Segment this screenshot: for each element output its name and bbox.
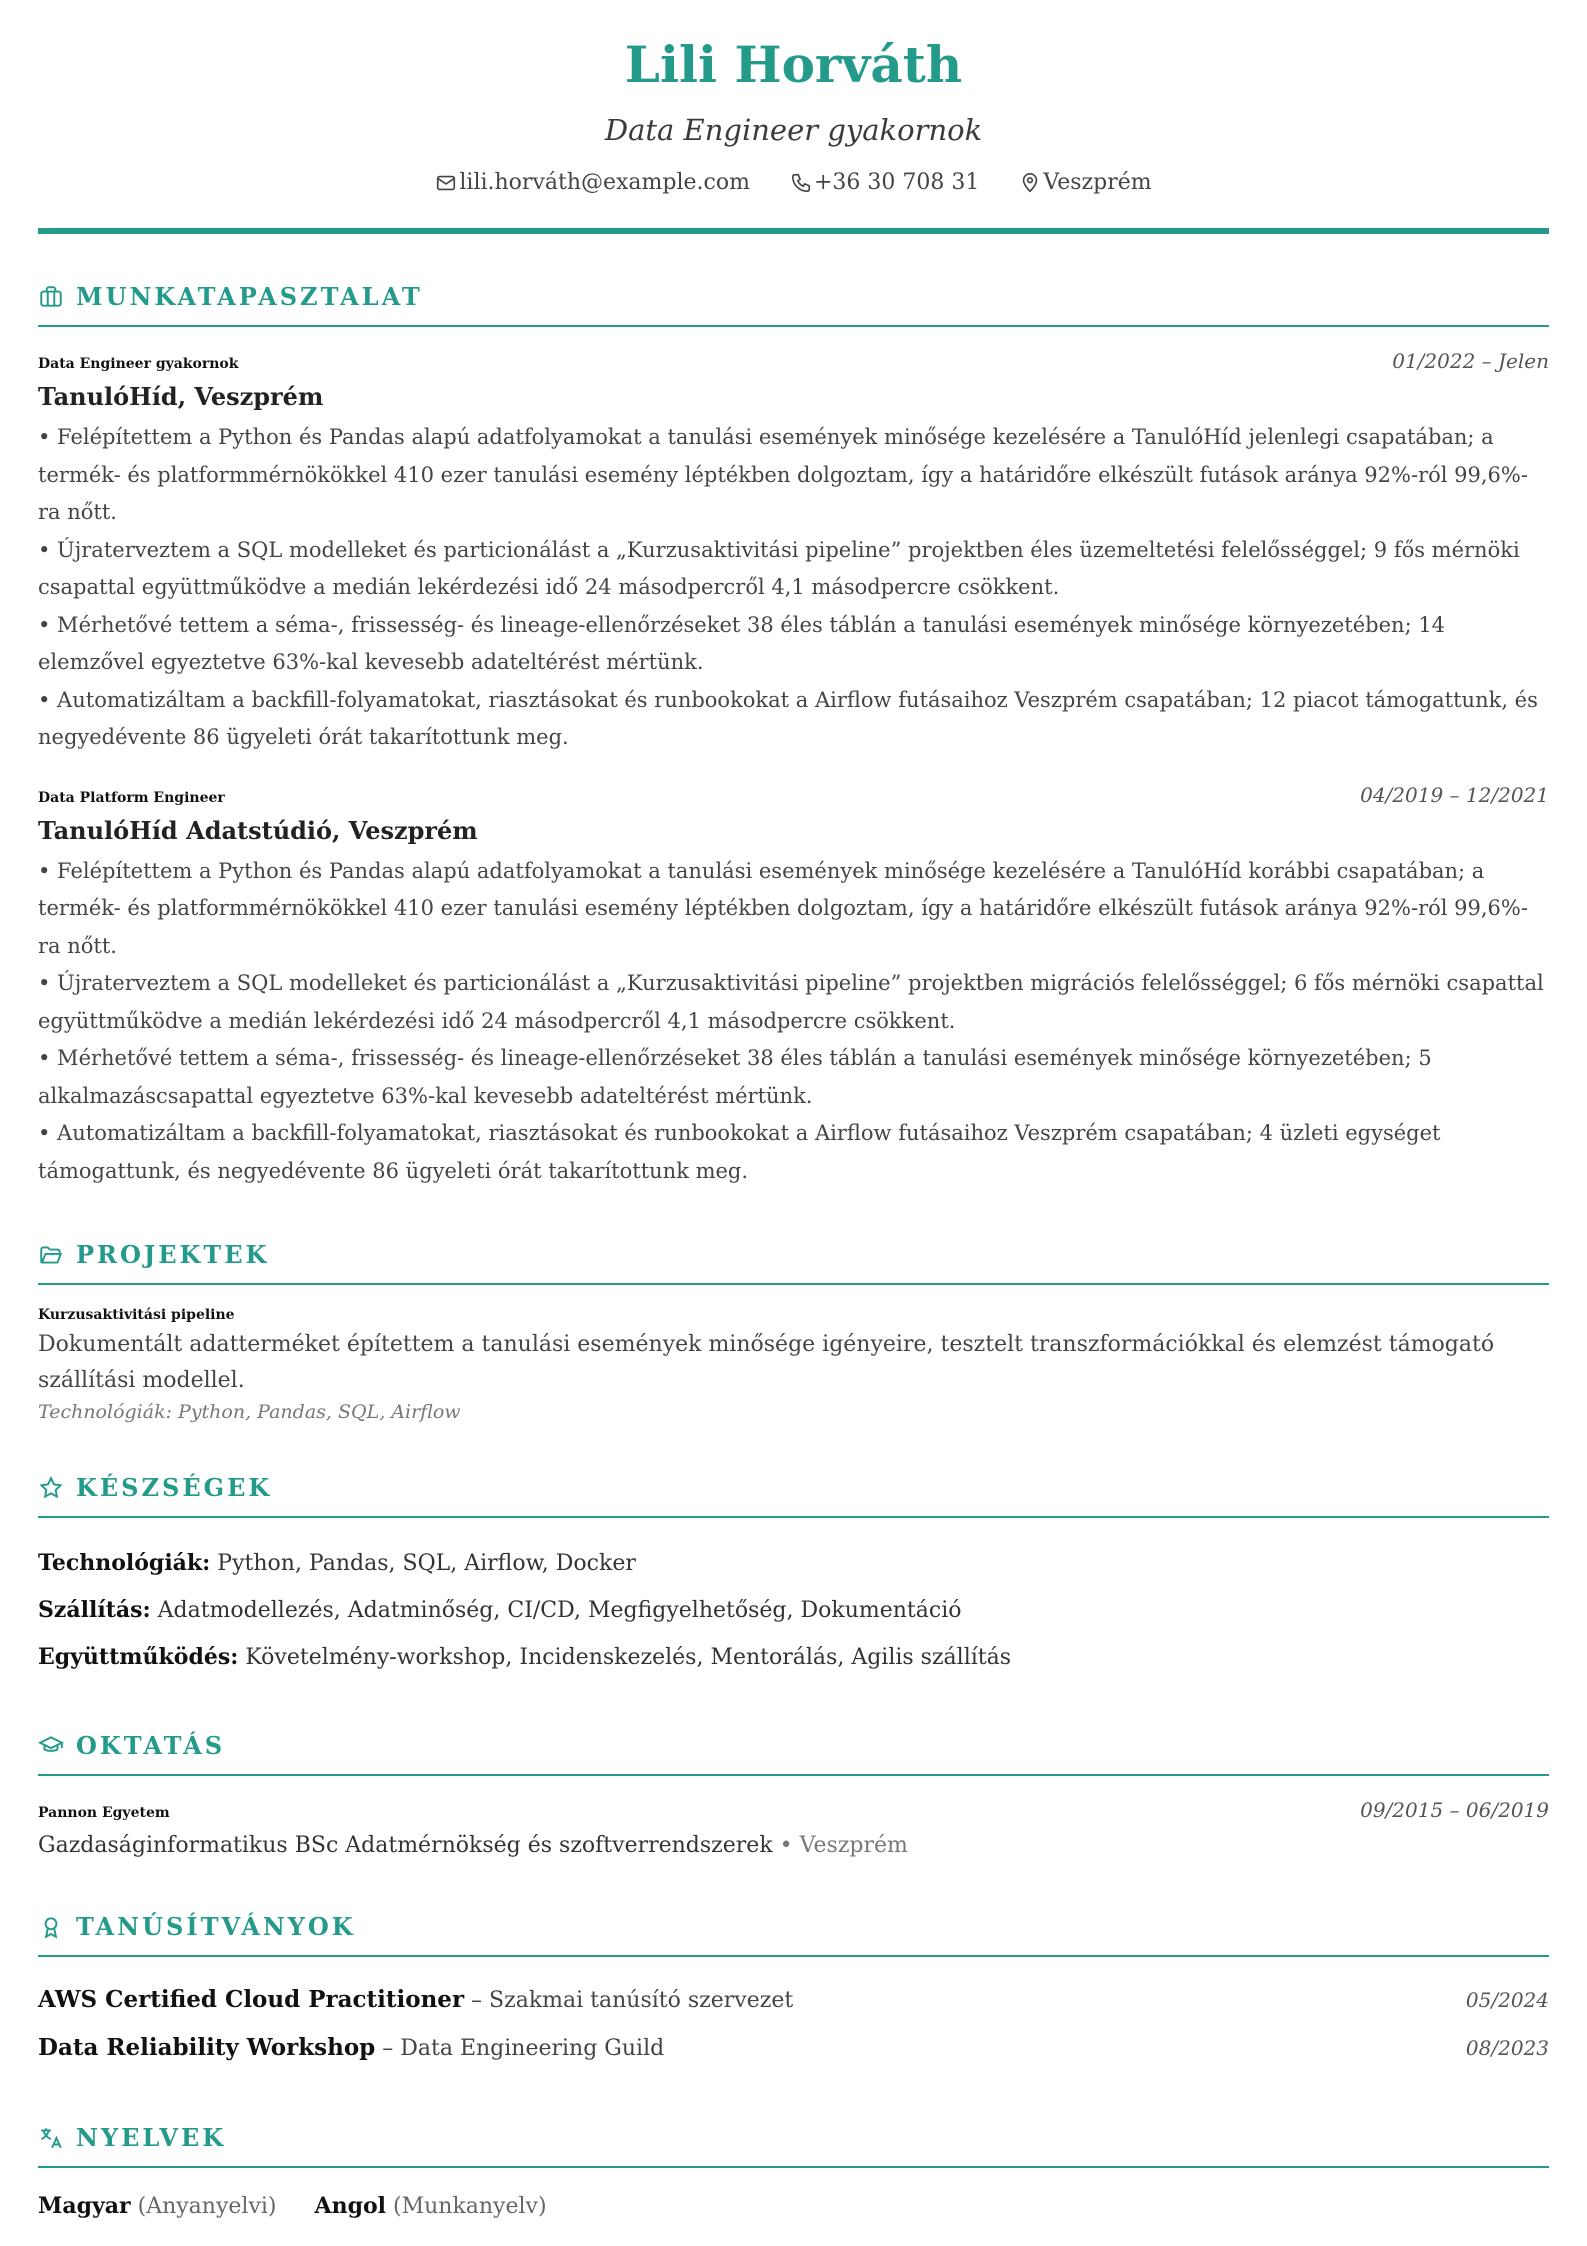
job-bullet: • Automatizáltam a backfill-folyamatokat, riasztásokat és runbookokat a Airflow futásaihoz Veszprém csapatában; 12 piacot támogattunk, és negyedévente 86 ügyeleti órát takarítottunk meg.	[38, 687, 1538, 749]
section-title: TANÚSÍTVÁNYOK	[76, 1912, 356, 1941]
section-title: NYELVEK	[76, 2123, 227, 2152]
translate-icon	[38, 2125, 64, 2151]
education-section	[38, 1731, 1549, 1862]
skill-row	[38, 1587, 1549, 1634]
project-description: Dokumentált adatterméket építettem a tanulási események minősége igényeire, tesztelt transzformációkkal és elemzést támogató szállítási modellel.	[38, 1332, 1495, 1393]
education-dates: 09/2015 – 06/2019	[1360, 1798, 1549, 1822]
job-organization: TanulóHíd Adatstúdió, Veszprém	[38, 815, 478, 845]
language-item	[38, 2190, 277, 2223]
job-bullet: • Mérhetővé tettem a séma-, frissesség- és lineage-ellenőrzéseket 38 éles táblán a tanulási események minősége környezetében; 5 alkalmazáscsapattal egyeztetve 63%-kal kevesebb adateltérést mértünk.	[38, 1046, 1432, 1108]
skill-label: Szállítás:	[38, 1597, 151, 1623]
graduation-cap-icon	[38, 1733, 64, 1759]
skill-values: Követelmény-workshop, Incidenskezelés, Mentorálás, Agilis szállítás	[238, 1645, 1012, 1670]
language-level: (Munkanyelv)	[386, 2194, 547, 2219]
project-name: Kurzusaktivitási pipeline	[38, 1307, 235, 1323]
certification-name: AWS Certified Cloud Practitioner	[38, 1986, 465, 2013]
job-bullet: • Felépítettem a Python és Pandas alapú adatfolyamokat a tanulási események minősége kezelésére a TanulóHíd korábbi csapatában; a termék- és platformmérnökökkel 410 ezer tanulási esemény léptékben dolgoztam, így a határidőre elkészült futások aránya 92%-ról 99,6%-ra nőtt.	[38, 858, 1528, 958]
job-bullet: • Automatizáltam a backfill-folyamatokat, riasztásokat és runbookokat a Airflow futásaihoz Veszprém csapatában; 4 üzleti egységet támogattunk, és negyedévente 86 ügyeleti órát takarítottunk meg.	[38, 1121, 1441, 1183]
language-list	[38, 2190, 1549, 2223]
contact-email[interactable]	[435, 168, 750, 198]
language-item	[315, 2190, 547, 2223]
section-title: PROJEKTEK	[76, 1240, 270, 1269]
map-pin-icon	[1019, 172, 1041, 194]
award-icon	[38, 1914, 64, 1940]
job-dates: 04/2019 – 12/2021	[1360, 782, 1549, 807]
section-title: OKTATÁS	[76, 1731, 226, 1760]
languages-section	[38, 2123, 1549, 2223]
section-title: MUNKATAPASZTALAT	[76, 282, 423, 311]
skills-section	[38, 1473, 1549, 1681]
certification-issuer: – Data Engineering Guild	[375, 2036, 665, 2061]
project-technologies: Technológiák: Python, Pandas, SQL, Airflow	[38, 1401, 461, 1423]
folder-open-icon	[38, 1242, 64, 1268]
briefcase-icon	[38, 284, 64, 310]
skill-label: Együttműködés:	[38, 1644, 239, 1670]
projects-section	[38, 1240, 1549, 1423]
contact-phone[interactable]	[790, 168, 979, 198]
certification-item	[38, 1977, 1549, 2025]
job-bullets	[38, 419, 1549, 757]
mail-icon	[435, 172, 457, 194]
job-bullets	[38, 853, 1549, 1191]
section-heading	[38, 2123, 1549, 2168]
degree	[38, 1830, 1549, 1862]
language-name: Angol	[314, 2193, 386, 2219]
education-entry	[38, 1798, 1549, 1862]
phone-text: +36 30 708 31	[813, 170, 980, 195]
candidate-name: Lili Horváth	[624, 35, 963, 94]
skill-row	[38, 1634, 1549, 1681]
language-level: (Anyanyelvi)	[130, 2194, 277, 2219]
star-icon	[38, 1475, 64, 1501]
certifications-section	[38, 1912, 1549, 2073]
language-name: Magyar	[38, 2193, 131, 2219]
phone-icon	[790, 172, 812, 194]
candidate-headline: Data Engineer gyakornok	[604, 113, 983, 147]
resume-header	[38, 0, 1549, 234]
job-organization: TanulóHíd, Veszprém	[38, 382, 324, 411]
project-entry	[38, 1307, 1549, 1423]
email-text: lili.horváth@example.com	[459, 170, 750, 195]
contact-bar	[38, 168, 1549, 198]
section-heading	[38, 1473, 1549, 1518]
certification-item	[38, 2025, 1549, 2073]
experience-section	[38, 282, 1549, 1190]
skill-values: Adatmodellezés, Adatminőség, CI/CD, Megfigyelhetőség, Dokumentáció	[150, 1598, 962, 1623]
skills-list	[38, 1540, 1549, 1681]
certification-date: 08/2023	[1465, 2036, 1549, 2060]
education-location: • Veszprém	[772, 1833, 908, 1858]
job-bullet: • Újraterveztem a SQL modelleket és particionálást a „Kurzusaktivitási pipeline” projektben éles üzemeltetési felelősséggel; 9 fős mérnöki csapattal együttműködve a medián lekérdezési idő 24 másodpercről 4,1 másodpercre csökkent.	[38, 537, 1520, 599]
section-heading	[38, 1731, 1549, 1776]
section-title: KÉSZSÉGEK	[76, 1473, 273, 1502]
section-heading	[38, 1240, 1549, 1285]
header-divider	[38, 228, 1549, 234]
section-heading	[38, 1912, 1549, 1957]
section-heading	[38, 282, 1549, 327]
certification-list	[38, 1977, 1549, 2073]
degree-text: Gazdaságinformatikus BSc Adatmérnökség és szoftverrendszerek	[38, 1833, 773, 1858]
certification-issuer: – Szakmai tanúsító szervezet	[464, 1988, 794, 2013]
job-bullet: • Mérhetővé tettem a séma-, frissesség- és lineage-ellenőrzéseket 38 éles táblán a tanulási események minősége környezetében; 14 elemzővel egyeztetve 63%-kal kevesebb adateltérést mértünk.	[38, 612, 1446, 674]
skill-row	[38, 1540, 1549, 1587]
contact-location	[1019, 168, 1151, 198]
certification-name: Data Reliability Workshop	[38, 2034, 376, 2061]
job-bullet: • Újraterveztem a SQL modelleket és particionálást a „Kurzusaktivitási pipeline” projektben migrációs felelősséggel; 6 fős mérnöki csapattal együttműködve a medián lekérdezési idő 24 másodpercről 4,1 másodpercre csökkent.	[38, 971, 1544, 1033]
job-bullet: • Felépítettem a Python és Pandas alapú adatfolyamokat a tanulási események minősége kezelésére a TanulóHíd jelenlegi csapatában; a termék- és platformmérnökökkel 410 ezer tanulási esemény léptékben dolgoztam, így a határidőre elkészült futások aránya 92%-ról 99,6%-ra nőtt.	[38, 425, 1528, 524]
location-text: Veszprém	[1043, 170, 1152, 195]
experience-entry	[38, 783, 1549, 1191]
school-name: Pannon Egyetem	[38, 1805, 170, 1821]
job-role: Data Platform Engineer	[38, 789, 225, 806]
job-dates: 01/2022 – Jelen	[1392, 349, 1549, 373]
skill-label: Technológiák:	[38, 1550, 211, 1576]
experience-entry	[38, 349, 1549, 757]
skill-values: Python, Pandas, SQL, Airflow, Docker	[210, 1551, 636, 1576]
job-role: Data Engineer gyakornok	[38, 356, 239, 372]
certification-date: 05/2024	[1465, 1988, 1549, 2012]
